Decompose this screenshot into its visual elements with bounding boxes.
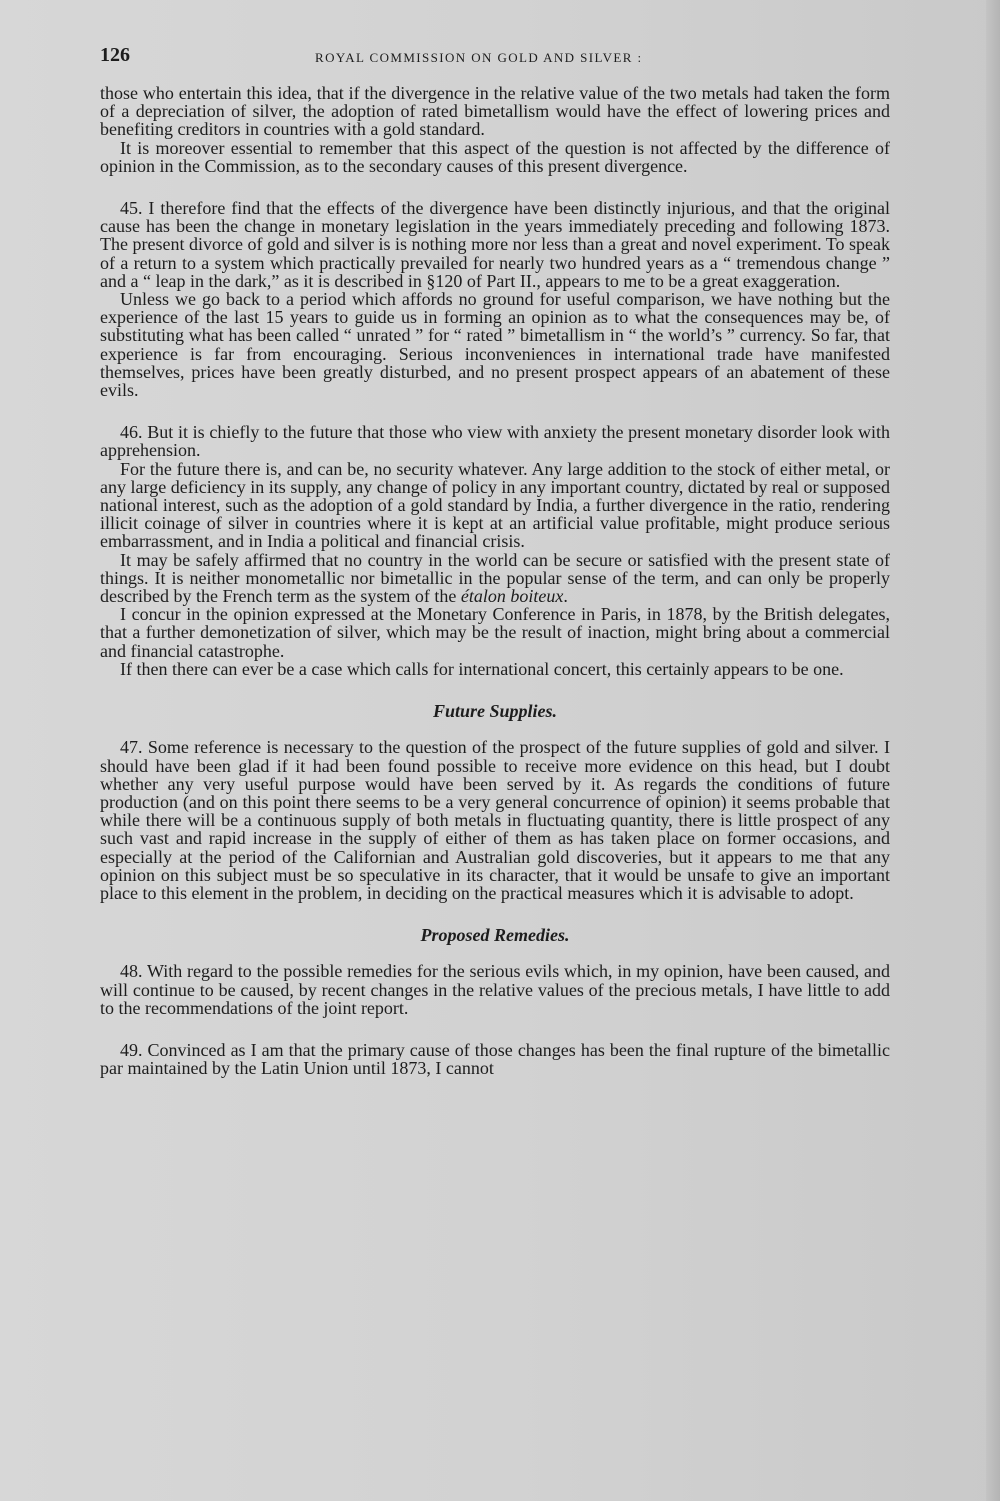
spacer bbox=[100, 720, 890, 738]
page-header bbox=[100, 44, 890, 74]
spacer bbox=[100, 399, 890, 423]
paragraph: 45. I therefore find that the effects of the divergence have been distinctly injurious, and that the original cause has been the change in monetary legislation in the years immediately preceding and following 1873. The present divorce of gold and silver is is nothing more nor less than a great and novel experiment. To speak of a return to a system which practically prevailed for nearly two hundred years as a “ tremendous change ” and a “ leap in the dark,” as it is described in §120 of Part II., appears to me to be a great exaggeration. bbox=[100, 198, 890, 291]
italic-term: étalon boiteux bbox=[460, 586, 564, 607]
paragraph: 49. Convinced as I am that the primary cause of those changes has been the final rupture of the bimetallic par maintained by the Latin Union until 1873, I cannot bbox=[100, 1039, 890, 1079]
paragraph bbox=[100, 551, 890, 606]
paragraph: If then there can ever be a case which calls for international concert, this certainly appears to be one. bbox=[120, 658, 844, 679]
paragraph: I concur in the opinion expressed at the Monetary Conference in Paris, in 1878, by the British delegates, that a further demonetization of silver, which may be the result of inaction, might bring about a commercial and financial catastrophe. bbox=[100, 604, 890, 661]
spacer bbox=[100, 902, 890, 926]
spacer bbox=[100, 1017, 890, 1041]
paragraph-text: It may be safely affirmed that no country in the world can be secure or satisfied with the present state of things. It is neither monometallic nor bimetallic in the popular sense of the term, and can only be properly described by the French term as the system of the bbox=[100, 549, 890, 607]
paragraph: 46. But it is chiefly to the future that those who view with anxiety the present monetary disorder look with apprehension. bbox=[100, 422, 890, 461]
page-number: 126 bbox=[100, 44, 130, 66]
paragraph: It is moreover essential to remember that this aspect of the question is not affected by the difference of opinion in the Commission, as to the secondary causes of this present divergence. bbox=[100, 137, 890, 176]
spacer bbox=[100, 175, 890, 199]
running-head: ROYAL COMMISSION ON GOLD AND SILVER : bbox=[315, 50, 643, 65]
spacer bbox=[100, 944, 890, 962]
paragraph: 48. With regard to the possible remedies for the serious evils which, in my opinion, have been caused, and will continue to be caused, by recent changes in the relative values of the precious metals, I have little to add to the recommendations of the joint report. bbox=[100, 961, 890, 1018]
body-text bbox=[100, 84, 890, 1077]
paragraph: 47. Some reference is necessary to the question of the prospect of the future supplies of gold and silver. I should have been glad if it had been found possible to receive more evidence on this head, but I doubt whether any very useful purpose would have been served by it. As regards the conditions of future production (and on this point there seems to be a very general concurrence of opinion) it seems probable that while there will be a continuous supply of both metals in fluctuating quantity, there is little prospect of any such vast and rapid increase in the supply of either of them as has taken place on former occasions, and especially at the period of the Californian and Australian gold discoveries, but it appears to me that any opinion on this subject must be so speculative in its character, that it would be unsafe to give an important place to this element in the problem, in deciding on the practical measures which it is advisable to adopt. bbox=[100, 737, 890, 903]
paragraph-end: . bbox=[563, 586, 568, 607]
page-edge-shadow bbox=[986, 0, 1000, 1501]
spacer bbox=[100, 678, 890, 702]
paragraph: those who entertain this idea, that if the divergence in the relative value of the two metals had taken the form of a depreciation of silver, the adoption of rated bimetallism would have the effect of lowering prices and benefiting creditors in countries with a gold standard. bbox=[100, 83, 890, 140]
section-heading-future-supplies: Future Supplies. bbox=[432, 701, 558, 722]
paragraph: Unless we go back to a period which affords no ground for useful comparison, we have nothing but the experience of the last 15 years to guide us in forming an opinion as to what the consequences may be, of substituting what has been called “ unrated ” for “ rated ” bimetallism in “ the world’s ” currency. So far, that experience is far from encouraging. Serious inconveniences in international trade have manifested themselves, prices have been greatly disturbed, and no present prospect appears of an abatement of these evils. bbox=[100, 289, 890, 401]
section-heading-proposed-remedies: Proposed Remedies. bbox=[420, 925, 570, 946]
paragraph: For the future there is, and can be, no security whatever. Any large addition to the stock of either metal, or any large deficiency in its supply, any change of policy in any important country, dictated by real or supposed national interest, such as the adoption of a gold standard by India, a further divergence in the ratio, rendering illicit coinage of silver in countries where it is kept at an artificial value profitable, might produce serious embarrassment, and in India a political and financial crisis. bbox=[100, 458, 890, 552]
